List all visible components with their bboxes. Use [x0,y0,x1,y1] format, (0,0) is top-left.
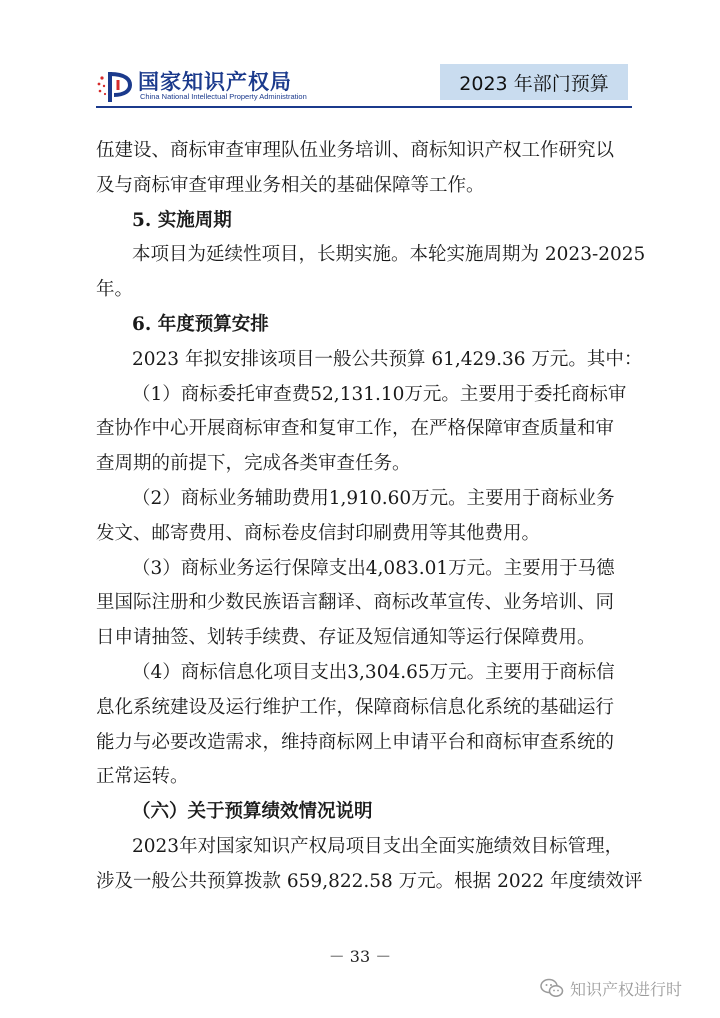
body-text-line: 2023 年拟安排该项目一般公共预算 61,429.36 万元。其中： [132,348,643,370]
body-text-line: 正常运转。 [96,766,189,788]
cnipa-logo-icon [96,68,136,104]
body-text-line: 日申请抽签、划转手续费、存证及短信通知等运行保障费用。 [96,627,596,649]
body-text-line: 能力与必要改造需求，维持商标网上申请平台和商标审查系统的 [96,731,615,753]
body-text-line: 及与商标审查审理业务相关的基础保障等工作。 [96,174,485,196]
body-text-line: （1）商标委托审查费52,131.10万元。主要用于委托商标审 [132,383,627,405]
budget-title-badge: 2023 年部门预算 [440,64,628,100]
body-text-line: （3）商标业务运行保障支出4,083.01万元。主要用于马德 [132,557,615,579]
body-text-line: 里国际注册和少数民族语言翻译、商标改革宣传、业务培训、同 [96,592,615,614]
body-text-line: 查协作中心开展商标审查和复审工作，在严格保障审查质量和审 [96,418,615,440]
body-text-line: （2）商标业务辅助费用1,910.60万元。主要用于商标业务 [132,487,615,509]
body-text-line: 本项目为延续性项目，长期实施。本轮实施周期为 2023-2025 [132,244,646,266]
org-name: 国家知识产权局 [138,70,292,94]
body-text-line: 息化系统建设及运行维护工作，保障商标信息化系统的基础运行 [96,696,615,718]
body-text-line: 2023年对国家知识产权局项目支出全面实施绩效目标管理， [132,835,624,857]
section-heading: 5. 实施周期 [132,209,232,231]
wechat-icon [540,977,564,999]
section-heading: （六）关于预算绩效情况说明 [132,801,373,823]
org-name-english: China National Intellectual Property Administration [140,92,307,101]
page-number: － 33 － [328,947,392,966]
body-text-line: 伍建设、商标审查审理队伍业务培训、商标知识产权工作研究以 [96,140,615,161]
body-text-line: （4）商标信息化项目支出3,304.65万元。主要用于商标信 [132,661,615,683]
body-text-line: 涉及一般公共预算拨款 659,822.58 万元。根据 2022 年度绩效评 [96,870,643,892]
body-text-line: 年。 [96,279,134,301]
section-heading: 6. 年度预算安排 [132,313,269,335]
document-body [96,134,646,900]
header-divider [96,106,632,108]
body-text-line: 发文、邮寄费用、商标卷皮信封印刷费用等其他费用。 [96,522,541,544]
source-watermark [540,974,682,1002]
page-header [0,0,720,110]
watermark-text: 知识产权进行时 [570,979,683,999]
body-text-line: 查周期的前提下，完成各类审查任务。 [96,453,411,475]
